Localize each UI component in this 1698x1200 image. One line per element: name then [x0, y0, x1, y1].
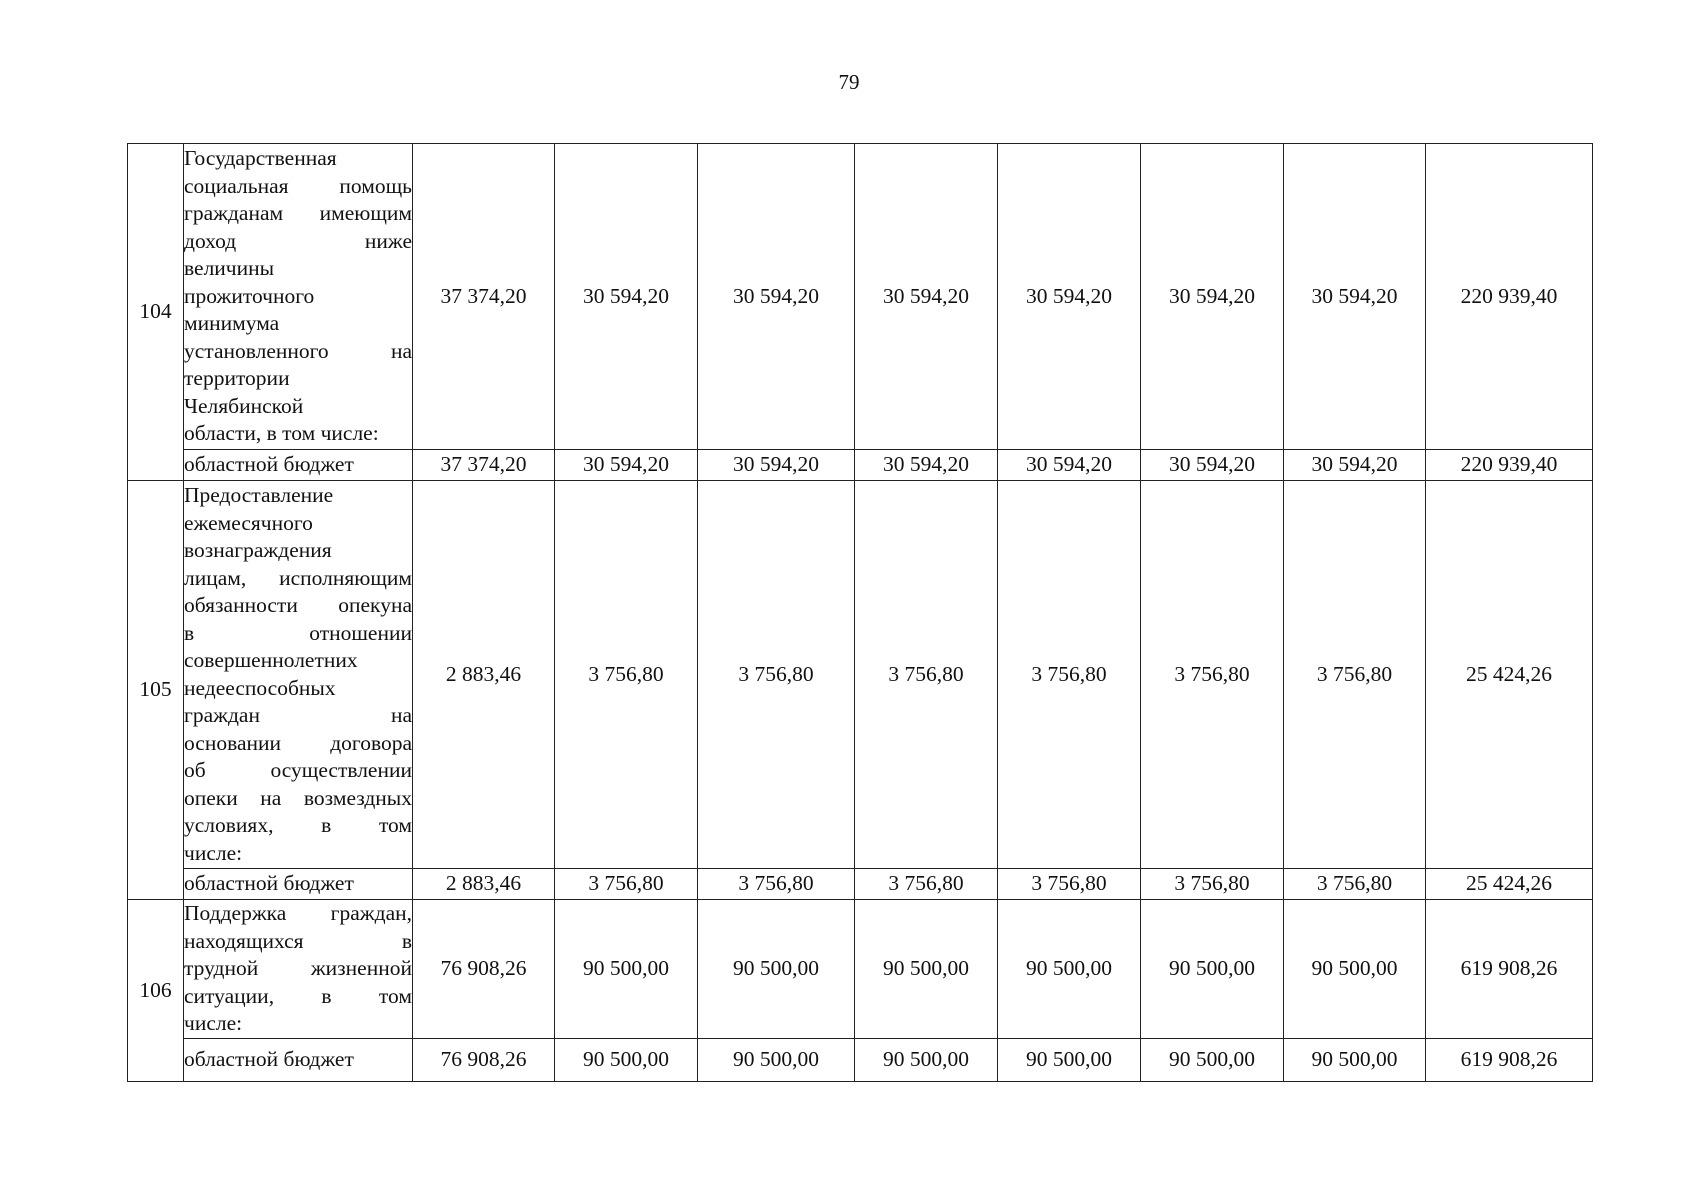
budget-total-cell: 220 939,40	[1426, 450, 1593, 481]
description-line: числе:	[184, 1011, 243, 1035]
description-line: установленного на	[184, 338, 412, 363]
table-body	[128, 144, 1593, 1082]
row-description	[184, 900, 413, 1039]
description-line: величины	[184, 256, 275, 281]
description-line: лицам, исполняющим	[184, 565, 412, 590]
row-index: 104	[128, 144, 184, 481]
budget-value-cell: 30 594,20	[855, 450, 998, 481]
budget-value-cell: 30 594,20	[555, 450, 698, 481]
table-row	[128, 481, 1593, 869]
year-value-cell: 90 500,00	[855, 900, 998, 1039]
row-description	[184, 144, 413, 450]
row-index: 106	[128, 900, 184, 1082]
budget-value-cell: 90 500,00	[1141, 1038, 1284, 1081]
description-line: Поддержка граждан,	[184, 901, 412, 925]
year-value-cell: 30 594,20	[555, 144, 698, 450]
budget-value-cell: 30 594,20	[1141, 450, 1284, 481]
table-subrow	[128, 1038, 1593, 1081]
budget-value-cell: 90 500,00	[998, 1038, 1141, 1081]
year-value-cell: 3 756,80	[555, 481, 698, 869]
year-value-cell: 3 756,80	[1284, 481, 1426, 869]
budget-value-cell: 90 500,00	[698, 1038, 855, 1081]
table-row	[128, 900, 1593, 1039]
description-line: опеки на возмездных	[184, 785, 412, 810]
description-line: гражданам имеющим	[184, 201, 412, 226]
budget-value-cell: 90 500,00	[855, 1038, 998, 1081]
budget-value-cell: 2 883,46	[413, 869, 555, 900]
description-line: доход ниже	[184, 228, 412, 253]
year-value-cell: 30 594,20	[1141, 144, 1284, 450]
budget-source-label: областной бюджет	[184, 869, 413, 900]
row-description	[184, 481, 413, 869]
description-line: социальная помощь	[184, 173, 412, 198]
description-line: вознаграждения	[184, 538, 332, 562]
budget-value-cell: 30 594,20	[998, 450, 1141, 481]
description-line: находящихся в	[184, 928, 412, 953]
budget-value-cell: 3 756,80	[698, 869, 855, 900]
budget-value-cell: 3 756,80	[1284, 869, 1426, 900]
description-line: об осуществлении	[184, 758, 412, 782]
description-line: совершеннолетних	[184, 648, 358, 672]
description-line: ситуации, в том	[184, 983, 412, 1008]
year-value-cell: 2 883,46	[413, 481, 555, 869]
budget-source-label: областной бюджет	[184, 450, 413, 481]
budget-value-cell: 3 756,80	[855, 869, 998, 900]
description-line: основании договора	[184, 730, 412, 755]
description-line: условиях, в том	[184, 813, 412, 837]
year-value-cell: 3 756,80	[998, 481, 1141, 869]
description-line: прожиточного	[184, 283, 315, 308]
year-value-cell: 3 756,80	[855, 481, 998, 869]
row-index: 105	[128, 481, 184, 900]
year-value-cell: 90 500,00	[1284, 900, 1426, 1039]
description-line: недееспособных	[184, 675, 336, 700]
table-subrow	[128, 869, 1593, 900]
budget-value-cell: 76 908,26	[413, 1038, 555, 1081]
budget-total-cell: 619 908,26	[1426, 1038, 1593, 1081]
description-line: ежемесячного	[184, 510, 313, 535]
year-value-cell: 90 500,00	[998, 900, 1141, 1039]
table-subrow	[128, 450, 1593, 481]
budget-total-cell: 25 424,26	[1426, 869, 1593, 900]
description-line: в отношении	[184, 620, 412, 645]
year-value-cell: 3 756,80	[698, 481, 855, 869]
budget-value-cell: 90 500,00	[555, 1038, 698, 1081]
description-line: Предоставление	[184, 483, 334, 507]
year-value-cell: 3 756,80	[1141, 481, 1284, 869]
year-value-cell: 30 594,20	[998, 144, 1141, 450]
description-line: минимума	[184, 311, 280, 336]
budget-table	[127, 143, 1593, 1082]
budget-value-cell: 37 374,20	[413, 450, 555, 481]
year-value-cell: 30 594,20	[855, 144, 998, 450]
table-row	[128, 144, 1593, 450]
description-line: территории	[184, 366, 290, 391]
budget-value-cell: 90 500,00	[1284, 1038, 1426, 1081]
year-value-cell: 90 500,00	[1141, 900, 1284, 1039]
year-value-cell: 90 500,00	[698, 900, 855, 1039]
description-line: Челябинской	[184, 393, 304, 418]
description-line: Государственная	[184, 146, 337, 171]
year-value-cell: 90 500,00	[555, 900, 698, 1039]
total-value-cell: 619 908,26	[1426, 900, 1593, 1039]
year-value-cell: 30 594,20	[1284, 144, 1426, 450]
description-line: области, в том числе:	[184, 421, 379, 446]
description-line: граждан на	[184, 703, 412, 727]
year-value-cell: 37 374,20	[413, 144, 555, 450]
year-value-cell: 76 908,26	[413, 900, 555, 1039]
description-line: трудной жизненной	[184, 956, 412, 980]
year-value-cell: 30 594,20	[698, 144, 855, 450]
budget-value-cell: 3 756,80	[1141, 869, 1284, 900]
budget-source-label: областной бюджет	[184, 1038, 413, 1081]
budget-value-cell: 30 594,20	[1284, 450, 1426, 481]
description-line: числе:	[184, 840, 243, 865]
budget-value-cell: 3 756,80	[555, 869, 698, 900]
budget-value-cell: 30 594,20	[698, 450, 855, 481]
total-value-cell: 220 939,40	[1426, 144, 1593, 450]
budget-value-cell: 3 756,80	[998, 869, 1141, 900]
total-value-cell: 25 424,26	[1426, 481, 1593, 869]
page-number: 79	[838, 70, 860, 94]
description-line: обязанности опекуна	[184, 593, 412, 617]
